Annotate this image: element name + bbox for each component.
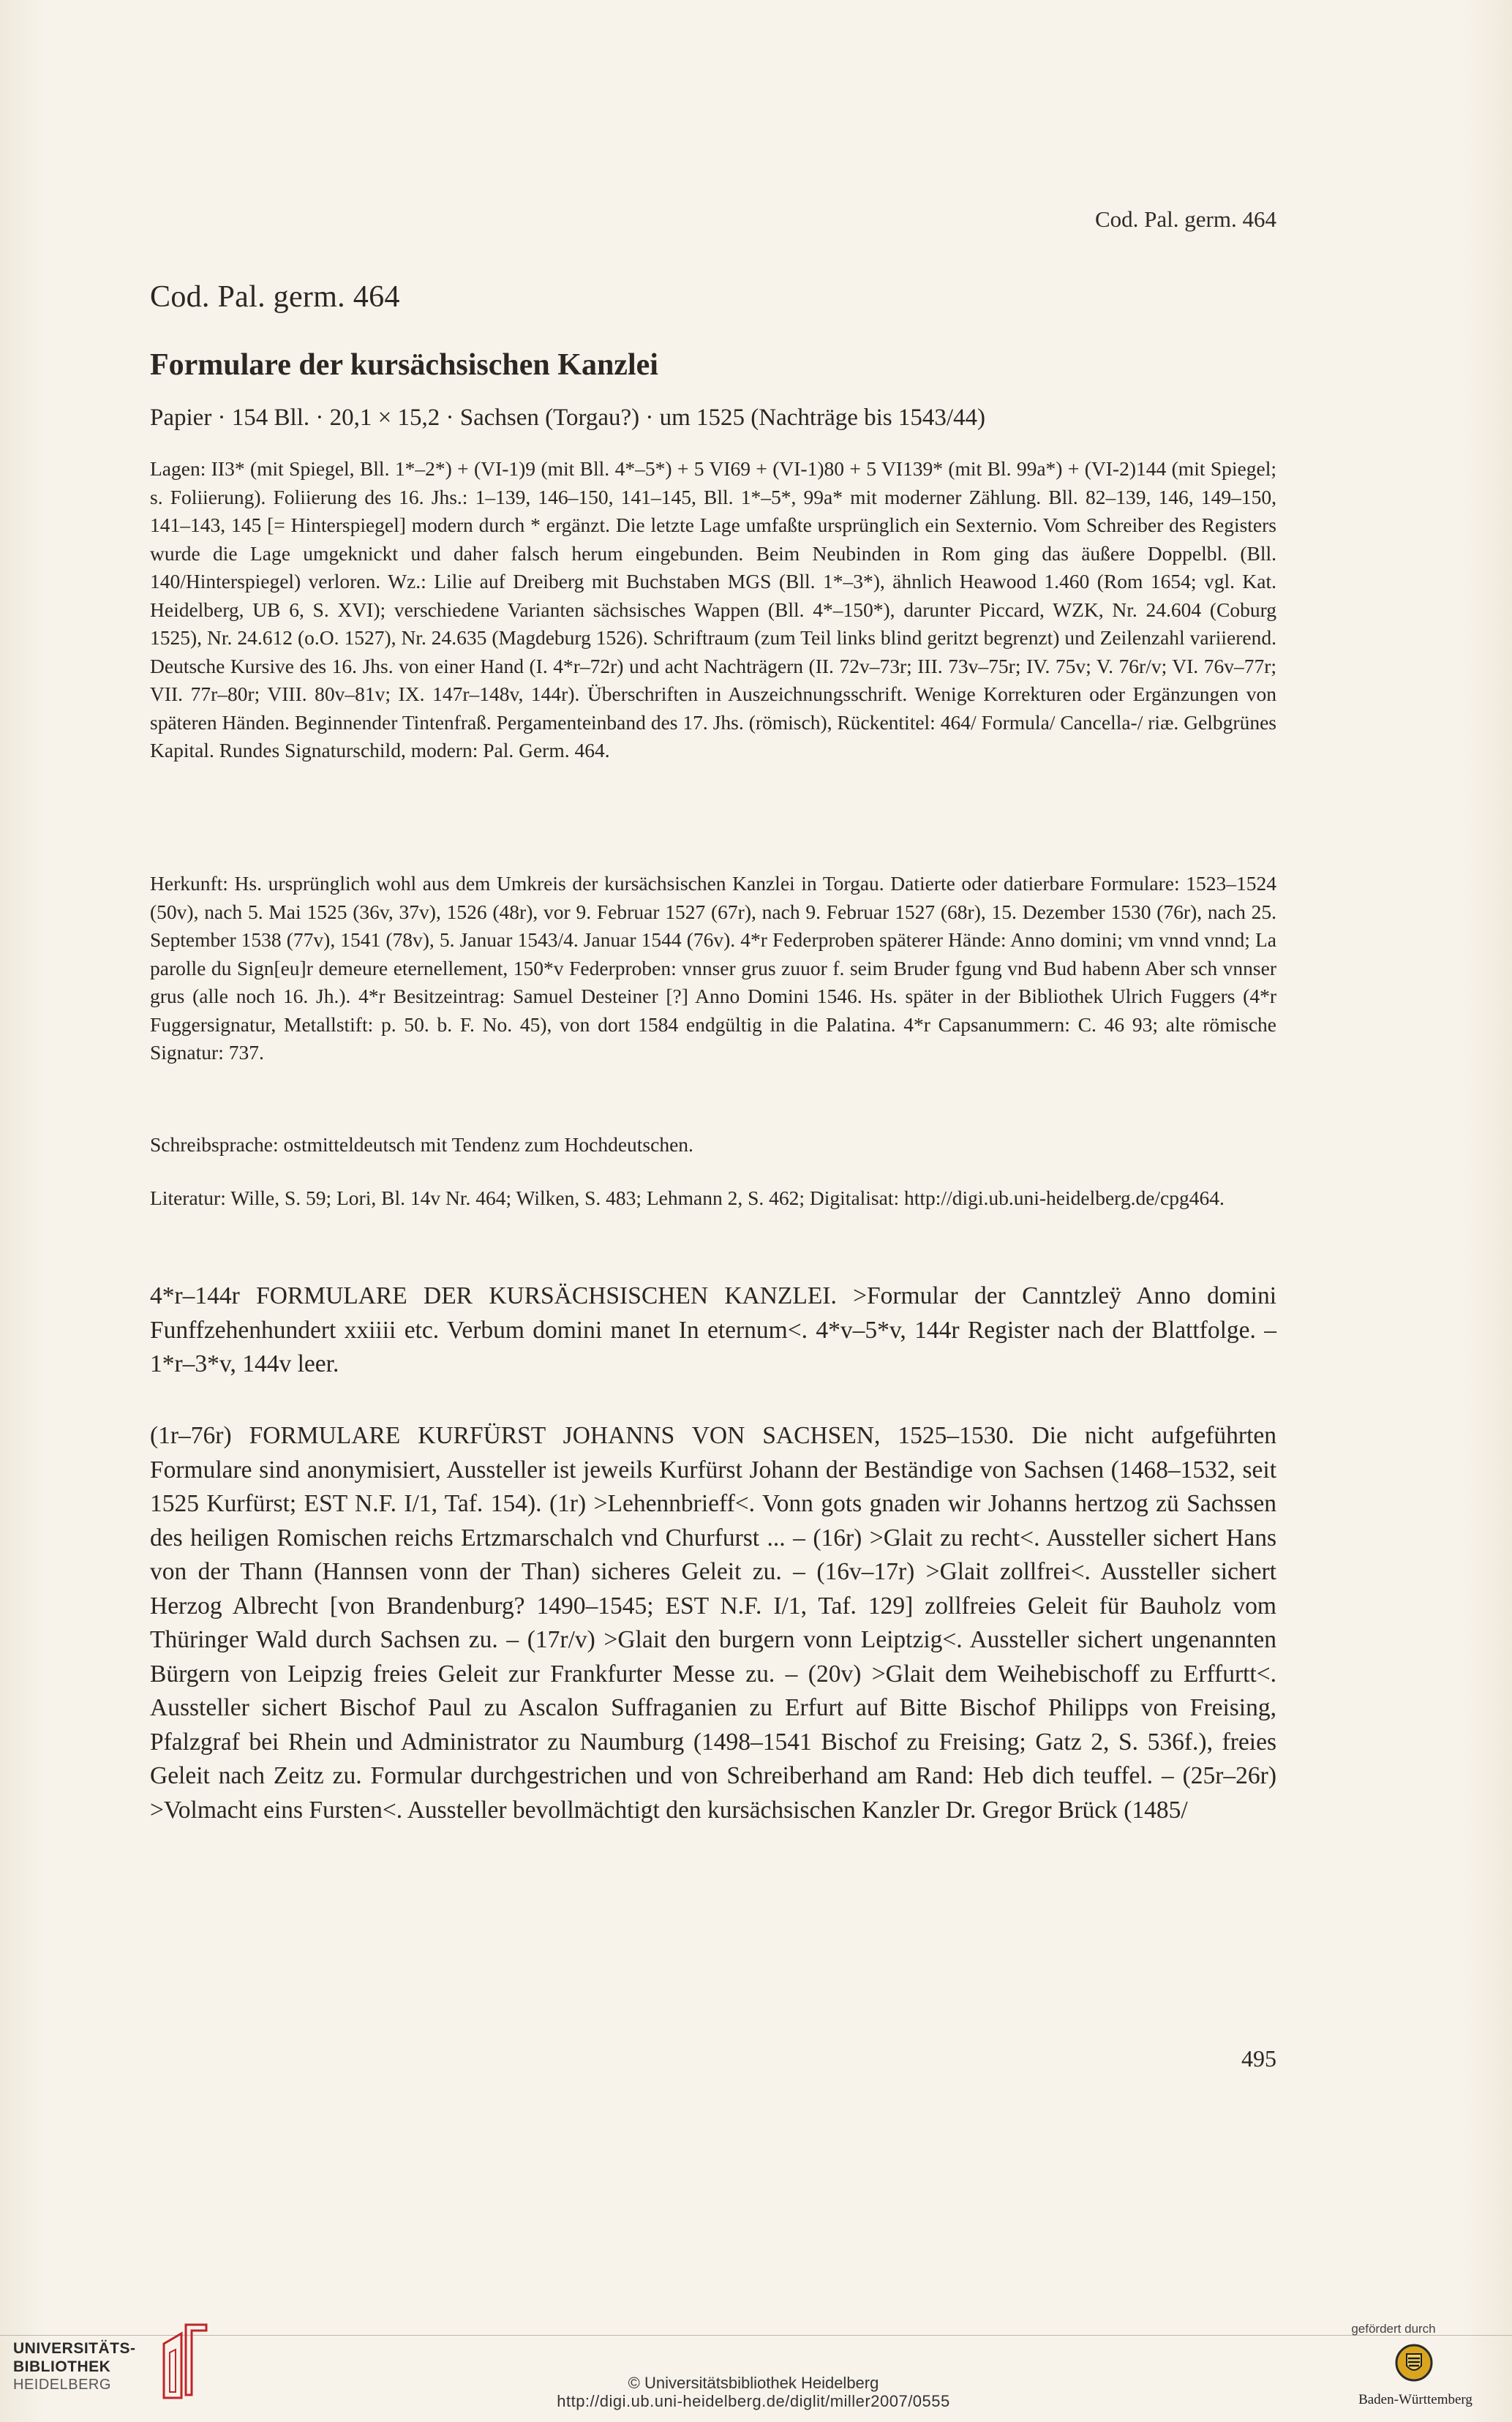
record-title: Cod. Pal. germ. 464 (150, 280, 400, 314)
paragraph-schreibsprache: Schreibsprache: ostmitteldeutsch mit Tendenz zum Hochdeutschen. (150, 1133, 693, 1156)
library-name-line1[interactable]: UNIVERSITÄTS- (13, 2340, 136, 2357)
permalink-url[interactable]: http://digi.ub.uni-heidelberg.de/diglit/miller2007/0555 (557, 2392, 950, 2410)
sponsor-label: gefördert durch (1351, 2322, 1436, 2336)
ub-heidelberg-logo-icon[interactable] (157, 2322, 211, 2401)
copyright-text: © Universitätsbibliothek Heidelberg (628, 2374, 879, 2392)
sponsor-name: Baden-Württemberg (1358, 2392, 1472, 2407)
record-meta-line: Papier · 154 Bll. · 20,1 × 15,2 · Sachsen (Torgau?) · um 1525 (Nachträge bis 1543/44) (150, 405, 986, 431)
page-number: 495 (1241, 2045, 1276, 2072)
footer-divider (0, 2335, 1512, 2336)
paragraph-herkunft: Herkunft: Hs. ursprünglich wohl aus dem Umkreis der kursächsischen Kanzlei in Torgau. Datierte oder datierbare Formulare: 1523–1524 (50v), nach 5. Mai 1525 (36v, 37v), 1526 (48r), vor 9. Februar 1527 (67r), nach 9. Februar 1527 (68r), 15. Dezember 1530 (76r), nach 25. September 1538 (77v), 1541 (78v), 5. Januar 1543/4. Januar 1544 (76v). 4*r Federproben späterer Hände: Anno domini; vm vnnd vnnd; La parolle du Sign[eu]r demeure eternellement, 150*v Federproben: vnnser grus zuuor f. seim Bruder fgung vnd Bud habenn Aber sch vnnser grus (alle noch 16. Jh.). 4*r Besitzeintrag: Samuel Desteiner [?] Anno Domini 1546. Hs. später in der Bibliothek Ulrich Fuggers (4*r Fuggersignatur, Metallstift: p. 50. b. F. No. 45), von dort 1584 endgültig in die Palatina. 4*r Capsanummern: C. 46 93; alte römische Signatur: 737. (150, 872, 1276, 1064)
library-name-line3[interactable]: HEIDELBERG (13, 2377, 111, 2393)
baden-wuerttemberg-crest-icon (1393, 2341, 1434, 2383)
paragraph-lagen: Lagen: II3* (mit Spiegel, Bll. 1*–2*) + (VI-1)9 (mit Bll. 4*–5*) + 5 VI69 + (VI-1)80 + 5 VI139* (mit Bl. 99a*) + (VI-2)144 (mit Spiegel; s. Foliierung). Foliierung des 16. Jhs.: 1–139, 146–150, 141–145, Bll. 1*–5*, 99a* mit moderner Zählung. Bll. 82–139, 146, 149–150, 141–143, 145 [= Hinterspiegel] modern durch * ergänzt. Die letzte Lage umfaßte ursprünglich ein Sexternio. Vom Schreiber des Registers wurde die Lage umgeknickt und daher falsch herum eingebunden. Beim Neubinden in Rom ging das äußere Doppelbl. (Bll. 140/Hinterspiegel) verloren. Wz.: Lilie auf Dreiberg mit Buchstaben MGS (Bll. 1*–3*), ähnlich Heawood 1.460 (Rom 1654; vgl. Kat. Heidelberg, UB 6, S. XVI); verschiedene Varianten sächsisches Wappen (Bll. 4*–150*), darunter Piccard, WZK, Nr. 24.604 (Coburg 1525), Nr. 24.612 (o.O. 1527), Nr. 24.635 (Magdeburg 1526). Schriftraum (zum Teil links blind geritzt begrenzt) und Zeilenzahl variierend. Deutsche Kursive des 16. Jhs. von einer Hand (I. 4*r–72r) und acht Nachträgern (II. 72v–73r; III. 73v–75r; IV. 75v; V. 76r/v; VI. 76v–77r; VII. 77r–80r; VIII. 80v–81v; IX. 147r–148v, 144r). Überschriften in Auszeichnungsschrift. Wenige Korrekturen oder Ergänzungen von späteren Händen. Beginnender Tintenfraß. Pergamenteinband des 17. Jhs. (römisch), Rückentitel: 464/ Formula/ Cancella-/ riæ. Gelbgrünes Kapital. Rundes Signaturschild, modern: Pal. Germ. 464. (150, 457, 1276, 761)
record-subtitle: Formulare der kursächsischen Kanzlei (150, 348, 658, 382)
library-name-line2[interactable]: BIBLIOTHEK (13, 2358, 111, 2375)
paragraph-literatur: Literatur: Wille, S. 59; Lori, Bl. 14v Nr. 464; Wilken, S. 483; Lehmann 2, S. 462; Digitalisat: http://digi.ub.uni-heidelberg.de/cpg464. (150, 1186, 1225, 1209)
paragraph-formulare-johann: (1r–76r) FORMULARE KURFÜRST JOHANNS VON SACHSEN, 1525–1530. Die nicht aufgeführten Formulare sind anonymisiert, Aussteller ist jeweils Kurfürst Johann der Beständige von Sachsen (1468–1532, seit 1525 Kurfürst; EST N.F. I/1, Taf. 154). (1r) >Lehennbrieff<. Vonn gots gnaden wir Johanns hertzog zü Sachssen des heiligen Romischen reichs Ertzmarschalch vnd Churfurst ... – (16r) >Glait zu recht<. Aussteller sichert Hans von der Thann (Hannsen vonn der Than) sicheres Geleit zu. – (16v–17r) >Glait zollfrei<. Aussteller sichert Herzog Albrecht [von Brandenburg? 1490–1545; EST N.F. I/1, Taf. 129] zollfreies Geleit für Bauholz vom Thüringer Wald durch Sachsen zu. – (17r/v) >Glait den burgern vonn Leiptzig<. Aussteller sichert ungenannten Bürgern von Leipzig freies Geleit zur Frankfurter Messe zu. – (20v) >Glait dem Weihebischoff zu Erffurtt<. Aussteller sichert Bischof Paul zu Ascalon Suffraganien zu Erfurt auf Bitte Bischof Philipps von Freising, Pfalzgraf bei Rhein und Administrator zu Naumburg (1498–1541 Bischof zu Freising; Gatz 2, S. 536f.), freies Geleit nach Zeitz zu. Formular durchgestrichen und von Schreiberhand am Rand: Heb dich teuffel. – (25r–26r) >Volmacht eins Fursten<. Aussteller bevollmächtigt den kursächsischen Kanzler Dr. Gregor Brück (1485/ (150, 1422, 1276, 1824)
running-head: Cod. Pal. germ. 464 (1095, 206, 1276, 232)
paragraph-contents-summary: 4*r–144r FORMULARE DER KURSÄCHSISCHEN KANZLEI. >Formular der Canntzleÿ Anno domini Funffzehenhundert xxiiii etc. Verbum domini manet In eternum<. 4*v–5*v, 144r Register nach der Blattfolge. – 1*r–3*v, 144v leer. (150, 1282, 1276, 1377)
